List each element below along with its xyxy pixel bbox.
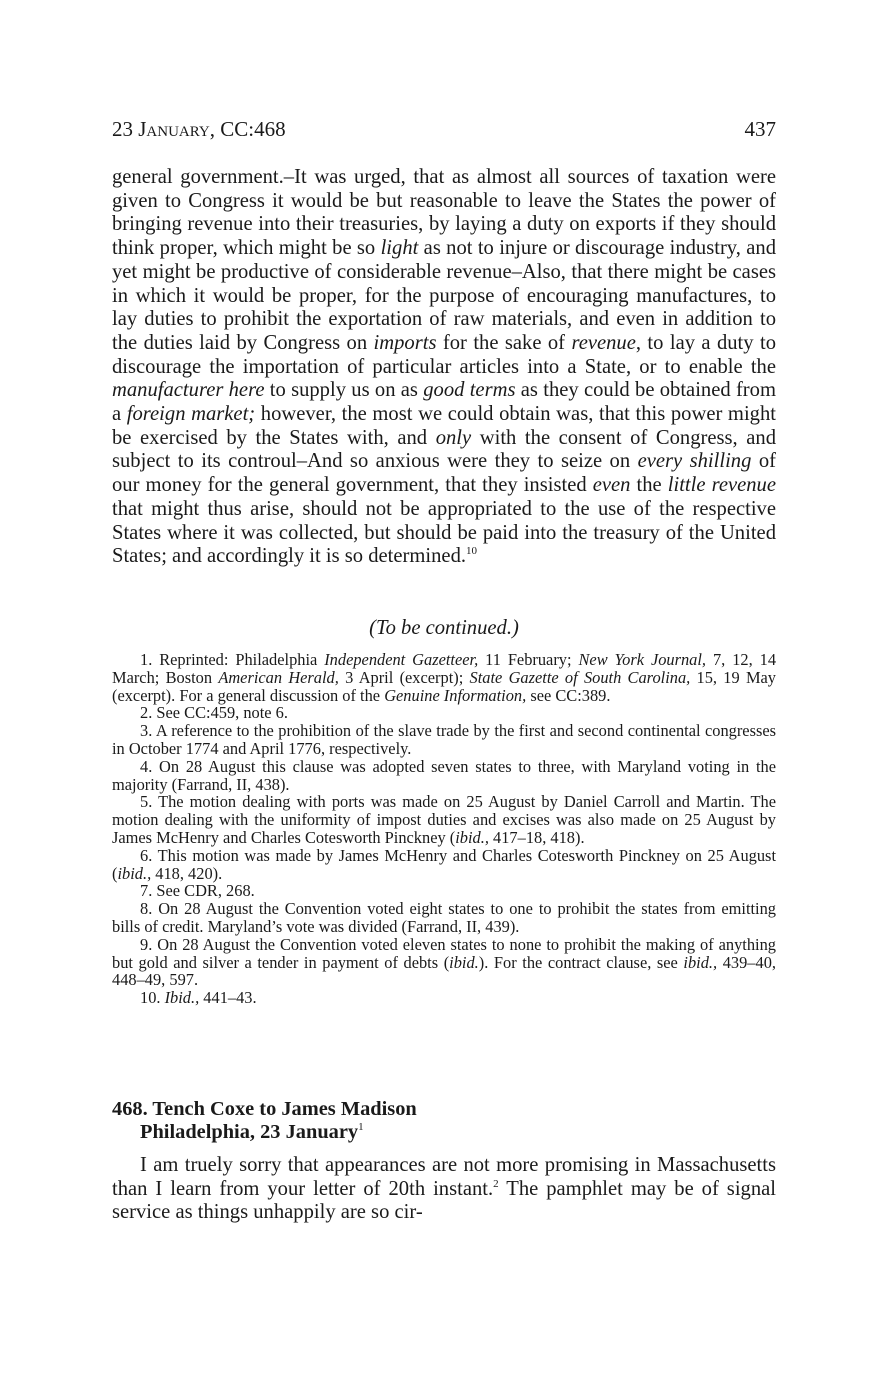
italic-run: Independent Gazetteer, [324, 650, 479, 669]
note-8: 8. On 28 August the Convention voted eight states to one to prohibit the states from emitting bills of credit. Maryland’s vote was divided (Farrand, II, 439). [112, 899, 776, 936]
footnote-ref[interactable]: 2 [493, 1177, 499, 1190]
text-run: I am truely sorry that appearances are not more promising in Massachusetts than I learn from your letter of 20th instant. [112, 1154, 776, 1200]
text-run: 3 April (excerpt); [338, 667, 470, 687]
text-run: 7, 12, 14 March; Boston [112, 650, 777, 687]
note-7: 7. See CDR, 268. [140, 881, 255, 901]
text-run: of our money for the general government, that they insisted [112, 450, 776, 497]
text-run: ). For the contract clause, see [478, 952, 684, 972]
note-6 [112, 847, 776, 883]
italic-run: manufacturer here [112, 379, 265, 402]
italic-run: even [592, 474, 631, 497]
italic-run: Ibid., [164, 988, 200, 1008]
endnotes [112, 651, 776, 1007]
text-run: as they could be obtained from a [112, 379, 776, 426]
text-run: 418, 420). [151, 863, 223, 883]
text-run: 11 February; [478, 650, 579, 669]
text-run: 10. [140, 988, 165, 1008]
text-run: with the consent of Congress, and subject to its controul–And so anxious were they to seize on [112, 426, 776, 473]
text-run: 417–18, 418). [488, 827, 585, 847]
running-head [112, 117, 776, 141]
document-heading [112, 1098, 776, 1144]
italic-run: light [380, 237, 419, 260]
italic-run: revenue [571, 331, 636, 354]
italic-run: only [435, 426, 472, 449]
note-4: 4. On 28 August this clause was adopted seven states to three, with Maryland voting in the majority (Farrand, II, 438). [112, 756, 776, 794]
note-1 [112, 651, 776, 704]
page-number: 437 [744, 117, 776, 141]
italic-run: ibid., [683, 952, 718, 972]
italic-run: ibid., [455, 827, 489, 847]
document-title: 468. Tench Coxe to James Madison [112, 1098, 417, 1120]
italic-run: New York Journal, [578, 650, 707, 669]
italic-run: American Herald, [218, 667, 339, 687]
text-run: The pamphlet may be of signal service as things unhappily are so cir- [112, 1177, 776, 1224]
note-5 [112, 793, 776, 846]
dateline-text: Philadelphia, 23 January [140, 1121, 359, 1143]
italic-run: good terms [423, 379, 516, 402]
footnote-ref[interactable]: 1 [358, 1121, 364, 1134]
italic-run: every shilling [637, 450, 752, 473]
italic-run: foreign market; [126, 403, 256, 426]
text-run: , to lay a duty to discourage the importation of particular articles into a State, or to enable the [112, 331, 776, 378]
text-run: see CC:389. [526, 685, 611, 705]
footnote-ref[interactable]: 10 [466, 545, 478, 558]
text-run: that might thus arise, should not be appropriated to the use of the respective States where it was collected, but should be paid into the treasury of the United States; and accordingly it is so determined. [112, 497, 776, 568]
text-run: 441–43. [199, 988, 257, 1008]
text-run: the [630, 474, 668, 497]
italic-run: imports [373, 331, 437, 354]
text-run: 6. This motion was made by James McHenry and Charles Cotesworth Pinckney on 25 August ( [112, 845, 776, 883]
italic-run: State Gazette of South Carolina, [469, 667, 691, 687]
to-be-continued: (To be continued.) [369, 617, 519, 639]
italic-run: little revenue [667, 474, 776, 497]
note-3: 3. A reference to the prohibition of the slave trade by the first and second continental congresses in October 1774 and April 1776, respectively. [112, 721, 776, 758]
body-paragraph [112, 166, 776, 569]
note-2: 2. See CC:459, note 6. [140, 703, 288, 723]
text-run: as not to injure or discourage industry, and yet might be productive of considerable revenue–Also, that there might be cases in which it would be proper, for the purpose of encouraging manufactures, to lay duties to prohibit the exportation of raw materials, and even in addition to the duties laid by Congress on [112, 237, 776, 354]
text-run: 1. Reprinted: Philadelphia [140, 650, 325, 669]
running-head-date: 23 January, CC:468 [112, 117, 286, 141]
text-run: 439–40, 448–49, 597. [112, 952, 776, 990]
text-run: 5. The motion dealing with ports was made on 25 August by Daniel Carroll and Martin. The motion dealing with the uniformity of impost duties and excises was also made on 25 August by James McHenry and Charles Cotesworth Pinckney ( [112, 792, 776, 847]
italic-run: ibid., [117, 863, 152, 883]
text-run: to supply us on as [264, 379, 424, 402]
text-run: for the sake of [436, 331, 572, 354]
text-run: however, the most we could obtain was, that this power might be exercised by the States with, and [112, 403, 776, 449]
letter-paragraph [112, 1154, 776, 1225]
text-run: 9. On 28 August the Convention voted eleven states to none to prohibit the making of anything but gold and silver a tender in payment of debts ( [112, 934, 776, 972]
note-9 [112, 936, 776, 989]
italic-run: Genuine Information, [384, 685, 527, 705]
note-10 [112, 989, 776, 1007]
italic-run: ibid. [449, 952, 479, 972]
document-dateline [112, 1121, 776, 1144]
text-run: 15, 19 May (excerpt). For a general discussion of the [112, 667, 776, 705]
text-run: general government.–It was urged, that as almost all sources of taxation were given to Congress it would be but reasonable to leave the States the power of bringing revenue into their treasuries, by laying a duty on exports if they should think proper, which might be so [112, 166, 776, 260]
